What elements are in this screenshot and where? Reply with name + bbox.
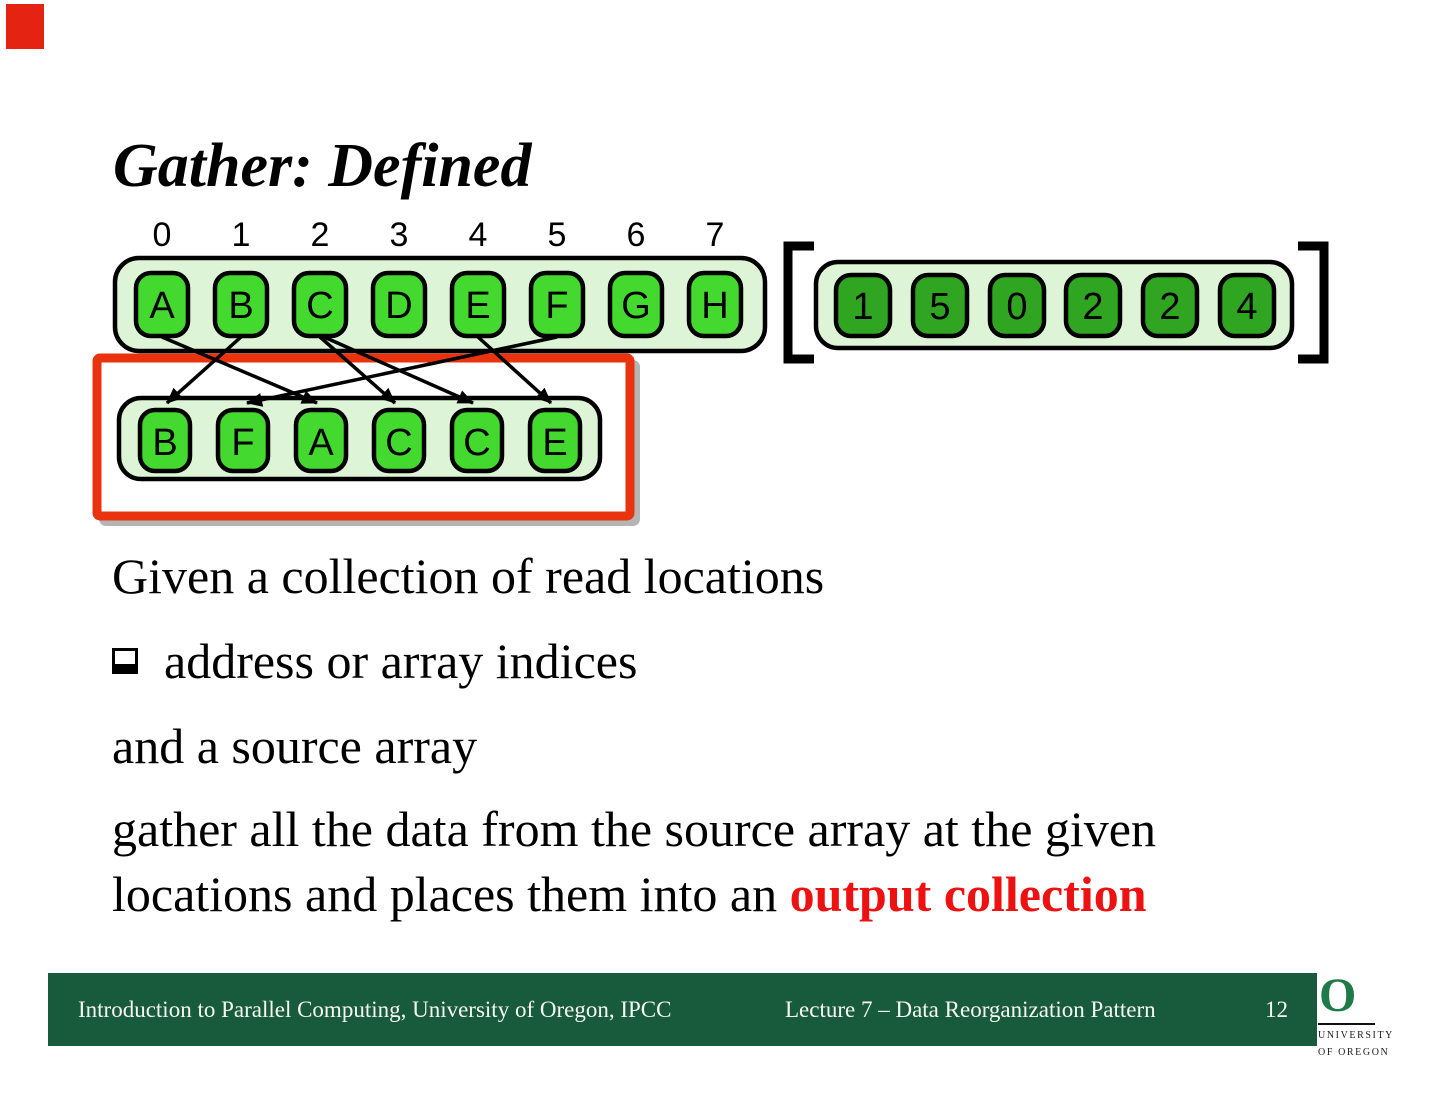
body-line-2 [112, 631, 637, 691]
right-bracket [1298, 246, 1324, 359]
index-label: 2 [310, 216, 330, 254]
array-cell [294, 273, 346, 336]
logo-o-letter: O [1319, 969, 1357, 1022]
array-cell [689, 273, 741, 336]
cell-label: 2 [1082, 286, 1104, 328]
cell-label: 1 [852, 286, 874, 328]
index-label: 3 [389, 216, 409, 254]
bullet-text: address or array indices [164, 633, 638, 689]
university-of-oregon-logo [1318, 969, 1394, 1059]
array-cell [1220, 275, 1274, 336]
array-cell [218, 410, 268, 471]
cell-label: 0 [1006, 286, 1028, 328]
index-label: 5 [547, 216, 567, 254]
output-array [119, 398, 600, 479]
array-cell [836, 275, 890, 336]
source-array [115, 258, 765, 351]
array-cell [296, 410, 346, 471]
logo-divider [1318, 1023, 1375, 1025]
array-cell [373, 273, 425, 336]
cell-label: 4 [1236, 286, 1258, 328]
page-number: 12 [1265, 997, 1288, 1022]
left-bracket [788, 246, 814, 359]
logo-text-university: UNIVERSITY [1318, 1030, 1394, 1041]
source-index-labels [153, 216, 725, 254]
cell-label: D [385, 285, 413, 327]
square-bullet-icon [112, 648, 138, 674]
index-label: 0 [152, 216, 172, 254]
array-cell [990, 275, 1044, 336]
cell-label: H [701, 285, 729, 327]
output-collection-highlight: output collection [789, 866, 1147, 922]
array-cell [136, 273, 188, 336]
logo-text-of-oregon: OF OREGON [1318, 1047, 1390, 1058]
cell-label: E [465, 285, 491, 327]
array-cell [452, 410, 502, 471]
body-line-4: gather all the data from the source array at the given [112, 801, 1156, 857]
page-title: Gather: Defined [113, 131, 532, 200]
cell-label: F [545, 285, 569, 327]
cell-label: F [231, 422, 255, 464]
array-cell [452, 273, 504, 336]
body-line-3: and a source array [112, 718, 478, 774]
cell-label: C [463, 422, 491, 464]
cell-label: G [621, 285, 651, 327]
cell-label: 5 [929, 286, 951, 328]
index-label: 1 [231, 216, 251, 254]
index-label: 4 [468, 216, 488, 254]
gather-diagram [0, 205, 1440, 540]
cell-label: B [228, 285, 254, 327]
footer-bar [48, 973, 1317, 1046]
array-cell [610, 273, 662, 336]
index-label: 6 [626, 216, 646, 254]
array-cell [374, 410, 424, 471]
cell-label: B [152, 422, 178, 464]
body-line-1: Given a collection of read locations [112, 548, 825, 604]
array-cell [531, 273, 583, 336]
array-cell [140, 410, 190, 471]
array-cell [530, 410, 580, 471]
array-cell [1066, 275, 1120, 336]
index-array [816, 262, 1292, 348]
cell-label: A [308, 422, 334, 464]
body-line-5-prefix: locations and places them into an [112, 866, 790, 922]
cell-label: 2 [1159, 286, 1181, 328]
footer-course-title: Introduction to Parallel Computing, University of Oregon, IPCC [78, 997, 672, 1022]
cell-label: E [542, 422, 568, 464]
body-line-5 [112, 864, 1147, 924]
footer-lecture-title: Lecture 7 – Data Reorganization Pattern [785, 997, 1156, 1022]
cell-label: A [149, 285, 175, 327]
array-cell [215, 273, 267, 336]
index-label: 7 [705, 216, 725, 254]
array-cell [913, 275, 967, 336]
cell-label: C [306, 285, 334, 327]
cell-label: C [385, 422, 413, 464]
array-cell [1143, 275, 1197, 336]
slide-corner-accent [6, 4, 44, 49]
